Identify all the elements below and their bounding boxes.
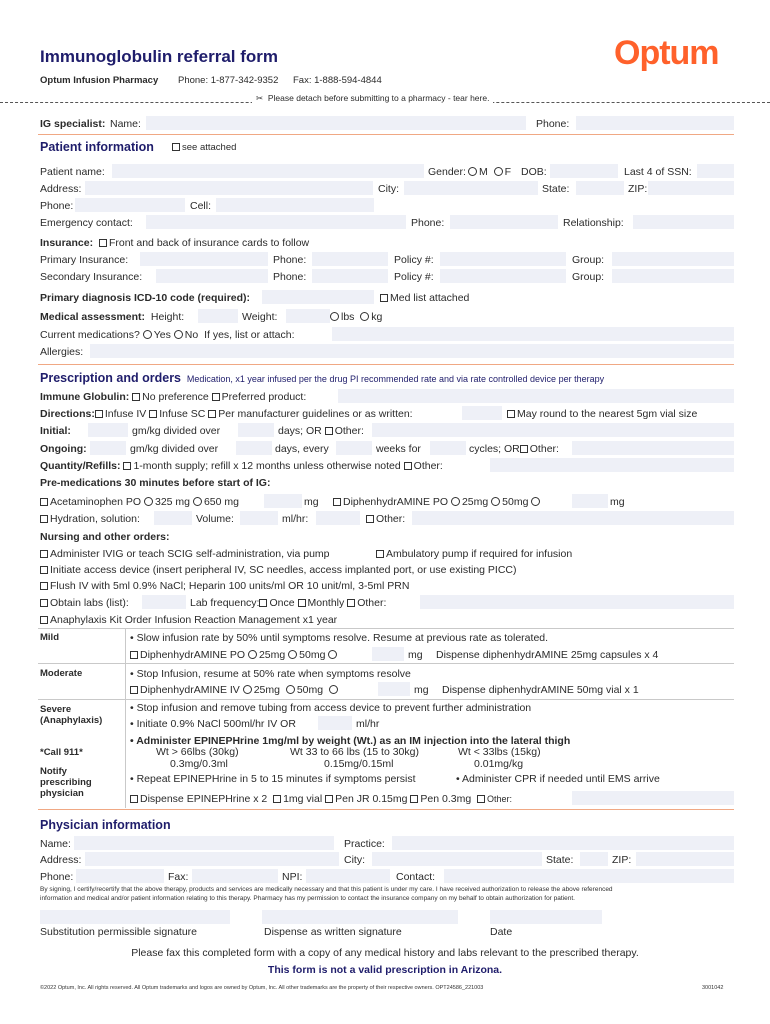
diph-mg-label: mg <box>610 496 625 508</box>
diph-25-radio[interactable] <box>451 497 460 506</box>
phys-practice-field[interactable] <box>392 836 734 850</box>
initial-label: Initial: <box>40 425 71 437</box>
secondary-phone-field[interactable] <box>312 269 388 283</box>
phys-practice-label: Practice: <box>344 838 385 850</box>
diphenhydramine-checkbox[interactable] <box>333 498 341 506</box>
pharmacy-name: Optum Infusion Pharmacy <box>40 75 159 86</box>
mod-25-radio[interactable] <box>243 685 252 694</box>
gender-f-radio[interactable] <box>494 167 503 176</box>
table-line <box>38 628 734 629</box>
phone-field[interactable] <box>75 198 185 212</box>
initial-gmkg-label: gm/kg divided over <box>132 425 221 437</box>
rx-header: Prescription and orders Medication, x1 year infused per the drug PI recommended rate and via rate controlled device per therapy <box>40 371 605 385</box>
diph-mg-field[interactable] <box>572 494 608 508</box>
labs-checkbox[interactable] <box>40 599 48 607</box>
severe-mlhr-field[interactable] <box>318 716 352 730</box>
ig-specialist-label: IG specialist: <box>40 118 106 130</box>
diagnosis-label: Primary diagnosis ICD-10 code (required): <box>40 292 251 304</box>
detach-note: ✂ Please detach before submitting to a pharmacy - tear here. <box>252 93 493 104</box>
primary-phone-label: Phone: <box>273 254 307 266</box>
phys-address-label: Address: <box>40 854 82 866</box>
qty-other-checkbox[interactable] <box>404 462 412 470</box>
phys-state-field[interactable] <box>580 852 608 866</box>
secondary-policy-field[interactable] <box>440 269 566 283</box>
labs-field[interactable] <box>142 595 186 609</box>
form-code: 3001042 <box>702 985 724 991</box>
relationship-field[interactable] <box>633 215 734 229</box>
weight-dose-2: 0.15mg/0.15ml <box>324 758 394 770</box>
ongoing-gmkg-field[interactable] <box>90 441 126 455</box>
mod-diph-checkbox[interactable] <box>130 686 138 694</box>
phys-state-label: State: <box>546 854 574 866</box>
flush-row: Flush IV with 5ml 0.9% NaCl; Heparin 100 units/ml OR 10 unit/ml, 3-5ml PRN <box>40 580 409 592</box>
ongoing-gmkg-label: gm/kg divided over <box>130 443 219 455</box>
mild-diph-checkbox[interactable] <box>130 651 138 659</box>
acet-325-radio[interactable] <box>144 497 153 506</box>
zip-label: ZIP: <box>628 183 648 195</box>
divider <box>38 134 734 135</box>
emergency-phone-label: Phone: <box>411 217 445 229</box>
weeks-for-label: weeks for <box>376 443 421 455</box>
weight-tier-3: Wt < 33lbs (15kg) <box>458 746 541 758</box>
severe-label: Severe <box>40 704 72 715</box>
ig-name-label: Name: <box>110 118 141 130</box>
secondary-group-label: Group: <box>572 271 605 283</box>
no-preference-checkbox[interactable] <box>132 393 140 401</box>
may-round-checkbox[interactable] <box>507 410 515 418</box>
phys-name-label: Name: <box>40 838 71 850</box>
date-field[interactable] <box>490 910 602 924</box>
mod-50-radio[interactable] <box>286 685 295 694</box>
phys-zip-label: ZIP: <box>612 854 632 866</box>
anaphylaxis-label: (Anaphylaxis) <box>40 715 103 726</box>
insurance-cards-checkbox[interactable] <box>99 239 107 247</box>
ig-pref-row: Immune Globulin: No preference Preferred product: <box>40 391 307 403</box>
zip-field[interactable] <box>648 181 734 195</box>
patient-section-title: Patient information <box>40 140 154 154</box>
emergency-phone-field[interactable] <box>450 215 558 229</box>
gender-group: Gender: M F <box>428 166 512 178</box>
lab-other-field[interactable] <box>420 595 734 609</box>
call-911: *Call 911* <box>40 747 83 758</box>
allergies-label: Allergies: <box>40 346 84 358</box>
state-field[interactable] <box>576 181 624 195</box>
insurance-row: Insurance: Front and back of insurance cards to follow <box>40 237 310 249</box>
pen-jr-checkbox[interactable] <box>325 795 333 803</box>
dob-label: DOB: <box>521 166 547 178</box>
mod-other-radio[interactable] <box>329 685 338 694</box>
mild-mg-label: mg <box>408 649 423 661</box>
hydration-other: Other: <box>366 513 405 525</box>
ssn-field[interactable] <box>697 164 734 178</box>
gender-m-radio[interactable] <box>468 167 477 176</box>
see-attached-checkbox[interactable] <box>172 143 180 151</box>
mod-mg-field[interactable] <box>378 682 410 696</box>
hydration-row: Hydration, solution: <box>40 513 140 525</box>
per-mfr-checkbox[interactable] <box>208 410 216 418</box>
weight-field[interactable] <box>286 309 330 323</box>
certification-text: By signing, I certify/recertify that the above therapy, products and services are medically necessary and that this patient is under my care. I have received authorization to release the above referenced <box>40 886 613 893</box>
cell-field[interactable] <box>216 198 374 212</box>
weeks-field[interactable] <box>336 441 372 455</box>
cell-label: Cell: <box>190 200 212 212</box>
diph-other-radio[interactable] <box>531 497 540 506</box>
notify-label: prescribing <box>40 777 92 788</box>
table-line <box>38 699 734 700</box>
mild-25-radio[interactable] <box>248 650 257 659</box>
dob-field[interactable] <box>550 164 618 178</box>
mild-50-radio[interactable] <box>288 650 297 659</box>
flush-checkbox[interactable] <box>40 582 48 590</box>
phys-city-label: City: <box>344 854 365 866</box>
preferred-product-field[interactable] <box>338 389 734 403</box>
cycles-field[interactable] <box>430 441 466 455</box>
mild-other-radio[interactable] <box>328 650 337 659</box>
ongoing-label: Ongoing: <box>40 443 87 455</box>
optum-logo: Optum <box>614 34 719 72</box>
address-field[interactable] <box>85 181 373 195</box>
primary-phone-field[interactable] <box>312 252 388 266</box>
severe-instruction-1: • Stop infusion and remove tubing from access device to prevent further administration <box>130 702 532 714</box>
diphenhydramine-row: DiphenhydrAMINE PO 25mg 50mg <box>333 496 542 508</box>
ig-name-field[interactable] <box>146 116 526 130</box>
anaphylaxis-kit-checkbox[interactable] <box>40 616 48 624</box>
epi-other-field[interactable] <box>572 791 734 805</box>
meds-no-radio[interactable] <box>174 330 183 339</box>
mild-instruction: • Slow infusion rate by 50% until symptoms resolve. Resume at previous rate as tolerated. <box>130 632 549 644</box>
preferred-product-checkbox[interactable] <box>212 393 220 401</box>
primary-ins-field[interactable] <box>140 252 268 266</box>
see-attached: see attached <box>172 142 236 153</box>
date-label: Date <box>490 926 513 938</box>
certification-text: information and medical and/or patient information relating to this therapy. Pharmacy has my permission to contact the insurance company on my behalf to obtain authorization for patient. <box>40 895 575 902</box>
ongoing-other: cycles; OR Other: <box>469 443 559 455</box>
moderate-instruction: • Stop Infusion, resume at 50% rate when symptoms resolve <box>130 668 411 680</box>
current-meds-field[interactable] <box>332 327 734 341</box>
nursing-label: Nursing and other orders: <box>40 531 170 543</box>
form-title: Immunoglobulin referral form <box>40 47 279 66</box>
weight-label: Weight: <box>242 311 278 323</box>
ongoing-days-field[interactable] <box>236 441 272 455</box>
initial-days-field[interactable] <box>238 423 274 437</box>
may-round: May round to the nearest 5gm vial size <box>507 408 697 420</box>
table-divider <box>125 628 126 808</box>
repeat-epinephrine: • Repeat EPINEPHrine in 5 to 15 minutes if symptoms persist <box>130 773 416 785</box>
arizona-notice: This form is not a valid prescription in Arizona. <box>267 964 503 976</box>
cpr-instruction: • Administer CPR if needed until EMS arrive <box>456 773 660 785</box>
pen-checkbox[interactable] <box>410 795 418 803</box>
daw-signature-label: Dispense as written signature <box>264 926 402 938</box>
physician-section-title: Physician information <box>40 818 171 832</box>
address-label: Address: <box>40 183 82 195</box>
patient-name-label: Patient name: <box>40 166 105 178</box>
ambulatory-row: Ambulatory pump if required for infusion <box>376 548 572 560</box>
mod-diph-row: DiphenhydrAMINE IV 25mg 50mg <box>130 684 340 696</box>
acetaminophen-checkbox[interactable] <box>40 498 48 506</box>
infuse-iv-checkbox[interactable] <box>95 410 103 418</box>
phys-contact-field[interactable] <box>444 869 734 883</box>
weight-tier-2: Wt 33 to 66 lbs (15 to 30kg) <box>290 746 419 758</box>
epi-other-checkbox[interactable] <box>477 795 485 803</box>
height-field[interactable] <box>198 309 238 323</box>
daw-signature-field[interactable] <box>262 910 458 924</box>
hydration-other-checkbox[interactable] <box>366 515 374 523</box>
lab-frequency-row: Lab frequency: Once Monthly Other: <box>190 597 387 609</box>
primary-ins-label: Primary Insurance: <box>40 254 129 266</box>
table-line <box>38 663 734 664</box>
initiate-checkbox[interactable] <box>40 566 48 574</box>
primary-policy-label: Policy #: <box>394 254 434 266</box>
sub-signature-label: Substitution permissible signature <box>40 926 197 938</box>
severe-mlhr-label: ml/hr <box>356 718 380 730</box>
secondary-phone-label: Phone: <box>273 271 307 283</box>
secondary-ins-field[interactable] <box>156 269 268 283</box>
fax-instruction: Please fax this completed form with a copy of any medical history and labs relevant to the prescribed therapy. <box>131 947 639 959</box>
mild-diph-row: DiphenhydrAMINE PO 25mg 50mg <box>130 649 339 661</box>
primary-group-label: Group: <box>572 254 605 266</box>
ig-phone-label: Phone: <box>536 118 570 130</box>
days-every-label: days, every <box>275 443 329 455</box>
secondary-group-field[interactable] <box>612 269 734 283</box>
epinephrine-instruction: • Administer EPINEPHrine 1mg/ml by weight (Wt.) as an IM injection into the lateral thigh <box>130 735 571 747</box>
notify-label: Notify <box>40 766 67 777</box>
mlhr-field[interactable] <box>316 511 360 525</box>
ongoing-other-field[interactable] <box>572 441 734 455</box>
lbs-radio[interactable] <box>330 312 339 321</box>
weight-dose-1: 0.3mg/0.3ml <box>170 758 228 770</box>
primary-policy-field[interactable] <box>440 252 566 266</box>
scissors-icon: ✂ <box>256 93 264 103</box>
infuse-sc-checkbox[interactable] <box>149 410 157 418</box>
ig-phone-field[interactable] <box>576 116 734 130</box>
acetaminophen-row: Acetaminophen PO 325 mg 650 mg <box>40 496 239 508</box>
city-field[interactable] <box>404 181 538 195</box>
divider <box>38 809 734 810</box>
dispense-epi-row: Dispense EPINEPHrine x 2 1mg vial Pen JR 0.15mg Pen 0.3mg Other: <box>130 793 512 805</box>
phys-fax-label: Fax: <box>168 871 189 883</box>
dispense-epi-checkbox[interactable] <box>130 795 138 803</box>
mod-mg-label: mg <box>414 684 429 696</box>
relationship-label: Relationship: <box>563 217 624 229</box>
emergency-field[interactable] <box>146 215 406 229</box>
volume-field[interactable] <box>240 511 278 525</box>
anaphylaxis-kit-row: Anaphylaxis Kit Order Infusion Reaction Management x1 year <box>40 614 337 626</box>
month-supply-checkbox[interactable] <box>123 462 131 470</box>
1mg-vial-checkbox[interactable] <box>273 795 281 803</box>
phys-npi-label: NPI: <box>282 871 303 883</box>
mild-label: Mild <box>40 632 59 643</box>
med-list: Med list attached <box>380 292 469 304</box>
acet-mg-field[interactable] <box>264 494 302 508</box>
phys-address-field[interactable] <box>85 852 339 866</box>
copyright: ©2022 Optum, Inc. All rights reserved. All Optum trademarks and logos are owned by Optum, Inc. All other trademarks are the property of their respective owners. OPT24586_221003 <box>40 985 484 991</box>
meds-yes-radio[interactable] <box>143 330 152 339</box>
medical-assessment-row: Medical assessment: Height: <box>40 311 185 323</box>
diagnosis-field[interactable] <box>262 290 374 304</box>
secondary-policy-label: Policy #: <box>394 271 434 283</box>
administer-row: Administer IVIG or teach SCIG self-administration, via pump <box>40 548 330 560</box>
qty-other-field[interactable] <box>490 458 734 472</box>
phys-contact-label: Contact: <box>396 871 436 883</box>
mod-dispense: Dispense diphenhydrAMINE 50mg vial x 1 <box>442 684 639 696</box>
lab-monthly-checkbox[interactable] <box>298 599 306 607</box>
ambulatory-checkbox[interactable] <box>376 550 384 558</box>
phone-label: Phone: <box>40 200 74 212</box>
phys-zip-field[interactable] <box>636 852 734 866</box>
initial-other: days; OR Other: <box>278 425 364 437</box>
premeds-label: Pre-medications 30 minutes before start of IG: <box>40 477 271 489</box>
weight-tier-1: Wt > 66lbs (30kg) <box>156 746 239 758</box>
phys-phone-field[interactable] <box>76 869 164 883</box>
ongoing-other-checkbox[interactable] <box>520 445 528 453</box>
phys-npi-field[interactable] <box>306 869 390 883</box>
pharmacy-fax: Fax: 1-888-594-4844 <box>293 75 382 86</box>
phys-fax-field[interactable] <box>192 869 278 883</box>
directions-row: Directions: Infuse IV Infuse SC Per manufacturer guidelines or as written: <box>40 408 413 420</box>
patient-name-field[interactable] <box>112 164 424 178</box>
phys-phone-label: Phone: <box>40 871 74 883</box>
weight-units: lbs kg <box>330 311 382 323</box>
diph-50-radio[interactable] <box>491 497 500 506</box>
allergies-field[interactable] <box>90 344 734 358</box>
divider <box>38 364 734 365</box>
initial-other-checkbox[interactable] <box>325 427 333 435</box>
labs-row: Obtain labs (list): <box>40 597 129 609</box>
mild-dispense: Dispense diphenhydrAMINE 25mg capsules x 4 <box>436 649 659 661</box>
state-label: State: <box>542 183 570 195</box>
hydration-other-field[interactable] <box>412 511 734 525</box>
acet-650-radio[interactable] <box>193 497 202 506</box>
severe-instruction-2: • Initiate 0.9% NaCl 500ml/hr IV OR <box>130 718 296 730</box>
secondary-ins-label: Secondary Insurance: <box>40 271 143 283</box>
quantity-row: Quantity/Refills: 1-month supply; refill x 12 months unless otherwise noted Other: <box>40 460 443 472</box>
initial-gmkg-field[interactable] <box>88 423 128 437</box>
notify-label: physician <box>40 788 84 799</box>
emergency-label: Emergency contact: <box>40 217 133 229</box>
ssn-label: Last 4 of SSN: <box>624 166 692 178</box>
primary-group-field[interactable] <box>612 252 734 266</box>
per-mfr-field[interactable] <box>462 406 502 420</box>
phys-city-field[interactable] <box>372 852 542 866</box>
city-label: City: <box>378 183 399 195</box>
hydration-field[interactable] <box>154 511 192 525</box>
moderate-label: Moderate <box>40 668 83 679</box>
administer-checkbox[interactable] <box>40 550 48 558</box>
lab-once-checkbox[interactable] <box>259 599 267 607</box>
pharmacy-phone: Phone: 1-877-342-9352 <box>178 75 279 86</box>
kg-radio[interactable] <box>360 312 369 321</box>
current-meds-row: Current medications? Yes No If yes, list or attach: <box>40 329 295 341</box>
acet-mg-label: mg <box>304 496 319 508</box>
lab-other-checkbox[interactable] <box>347 599 355 607</box>
phys-name-field[interactable] <box>74 836 334 850</box>
med-list-checkbox[interactable] <box>380 294 388 302</box>
sub-signature-field[interactable] <box>40 910 230 924</box>
hydration-checkbox[interactable] <box>40 515 48 523</box>
mild-mg-field[interactable] <box>372 647 404 661</box>
initiate-row: Initiate access device (insert peripheral IV, SC needles, access implanted port, or use existing PICC) <box>40 564 517 576</box>
initial-other-field[interactable] <box>372 423 734 437</box>
mlhr-label: ml/hr: <box>282 513 309 525</box>
volume-label: Volume: <box>196 513 234 525</box>
weight-dose-3: 0.01mg/kg <box>474 758 524 770</box>
